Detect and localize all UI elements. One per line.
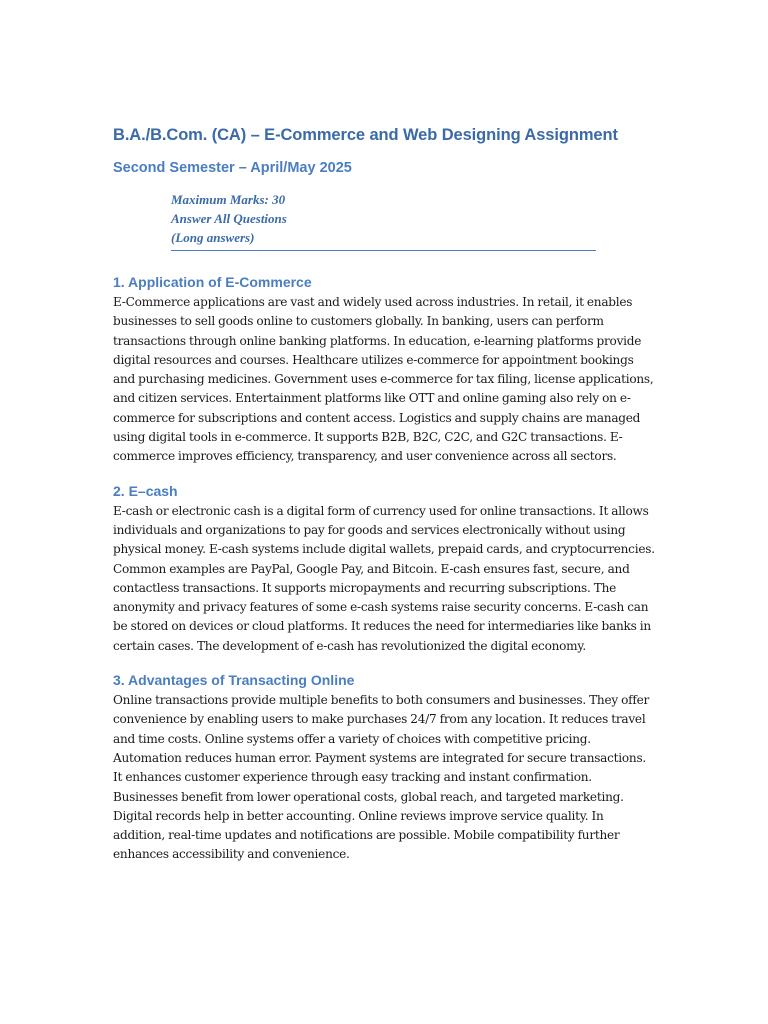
document-subtitle: Second Semester – April/May 2025 [113, 160, 352, 176]
section-application-of-ecommerce [113, 271, 658, 467]
section-advantages-of-transacting-online [113, 669, 658, 865]
section-body: E-cash or electronic cash is a digital form of currency used for online transactions. It allows individuals and organizations to pay for goods and services electronically without using physical money. E-cash systems include digital wallets, prepaid cards, and cryptocurrencies. Common examples are PayPal, Google Pay, and Bitcoin. E-cash ensures fast, secure, and contactless transactions. It supports micropayments and recurring subscriptions. The anonymity and privacy features of some e-cash systems raise security concerns. E-cash can be stored on devices or cloud platforms. It reduces the need for intermediaries like banks in certain cases. The development of e-cash has revolutionized the digital economy. [113, 503, 655, 653]
answer-type: (Long answers) [171, 230, 255, 245]
section-body: E-Commerce applications are vast and widely used across industries. In retail, it enables businesses to sell goods online to customers globally. In banking, users can perform transactions through online banking platforms. In education, e-learning platforms provide digital resources and courses. Healthcare utilizes e-commerce for appointment bookings and purchasing medicines. Government uses e-commerce for tax filing, license applications, and citizen services. Entertainment platforms like OTT and online gaming also rely on e-commerce for subscriptions and content access. Logistics and supply chains are managed using digital tools in e-commerce. It supports B2B, B2C, C2C, and G2C transactions. E-commerce improves efficiency, transparency, and user convenience across all sectors. [113, 295, 654, 464]
section-heading: 2. E–cash [113, 482, 178, 499]
section-heading: 1. Application of E-Commerce [113, 274, 312, 290]
instruction: Answer All Questions [171, 211, 287, 226]
section-body: Online transactions provide multiple benefits to both consumers and businesses. They offer convenience by enabling users to make purchases 24/7 from any location. It reduces travel and time costs. Online systems offer a variety of choices with competitive pricing. Automation reduces human error. Payment systems are integrated for secure transactions. It enhances customer experience through easy tracking and instant confirmation. Businesses benefit from lower operational costs, global reach, and targeted marketing. Digital records help in better accounting. Online reviews improve service quality. In addition, real-time updates and notifications are possible. Mobile compatibility further enhances accessibility and convenience. [113, 693, 650, 862]
document-page [113, 120, 658, 865]
section-heading: 3. Advantages of Transacting Online [113, 672, 355, 689]
section-ecash [113, 480, 658, 656]
document-title: B.A./B.Com. (CA) – E-Commerce and Web Designing Assignment [113, 126, 618, 144]
exam-meta-block [171, 190, 596, 251]
max-marks: Maximum Marks: 30 [171, 192, 286, 207]
